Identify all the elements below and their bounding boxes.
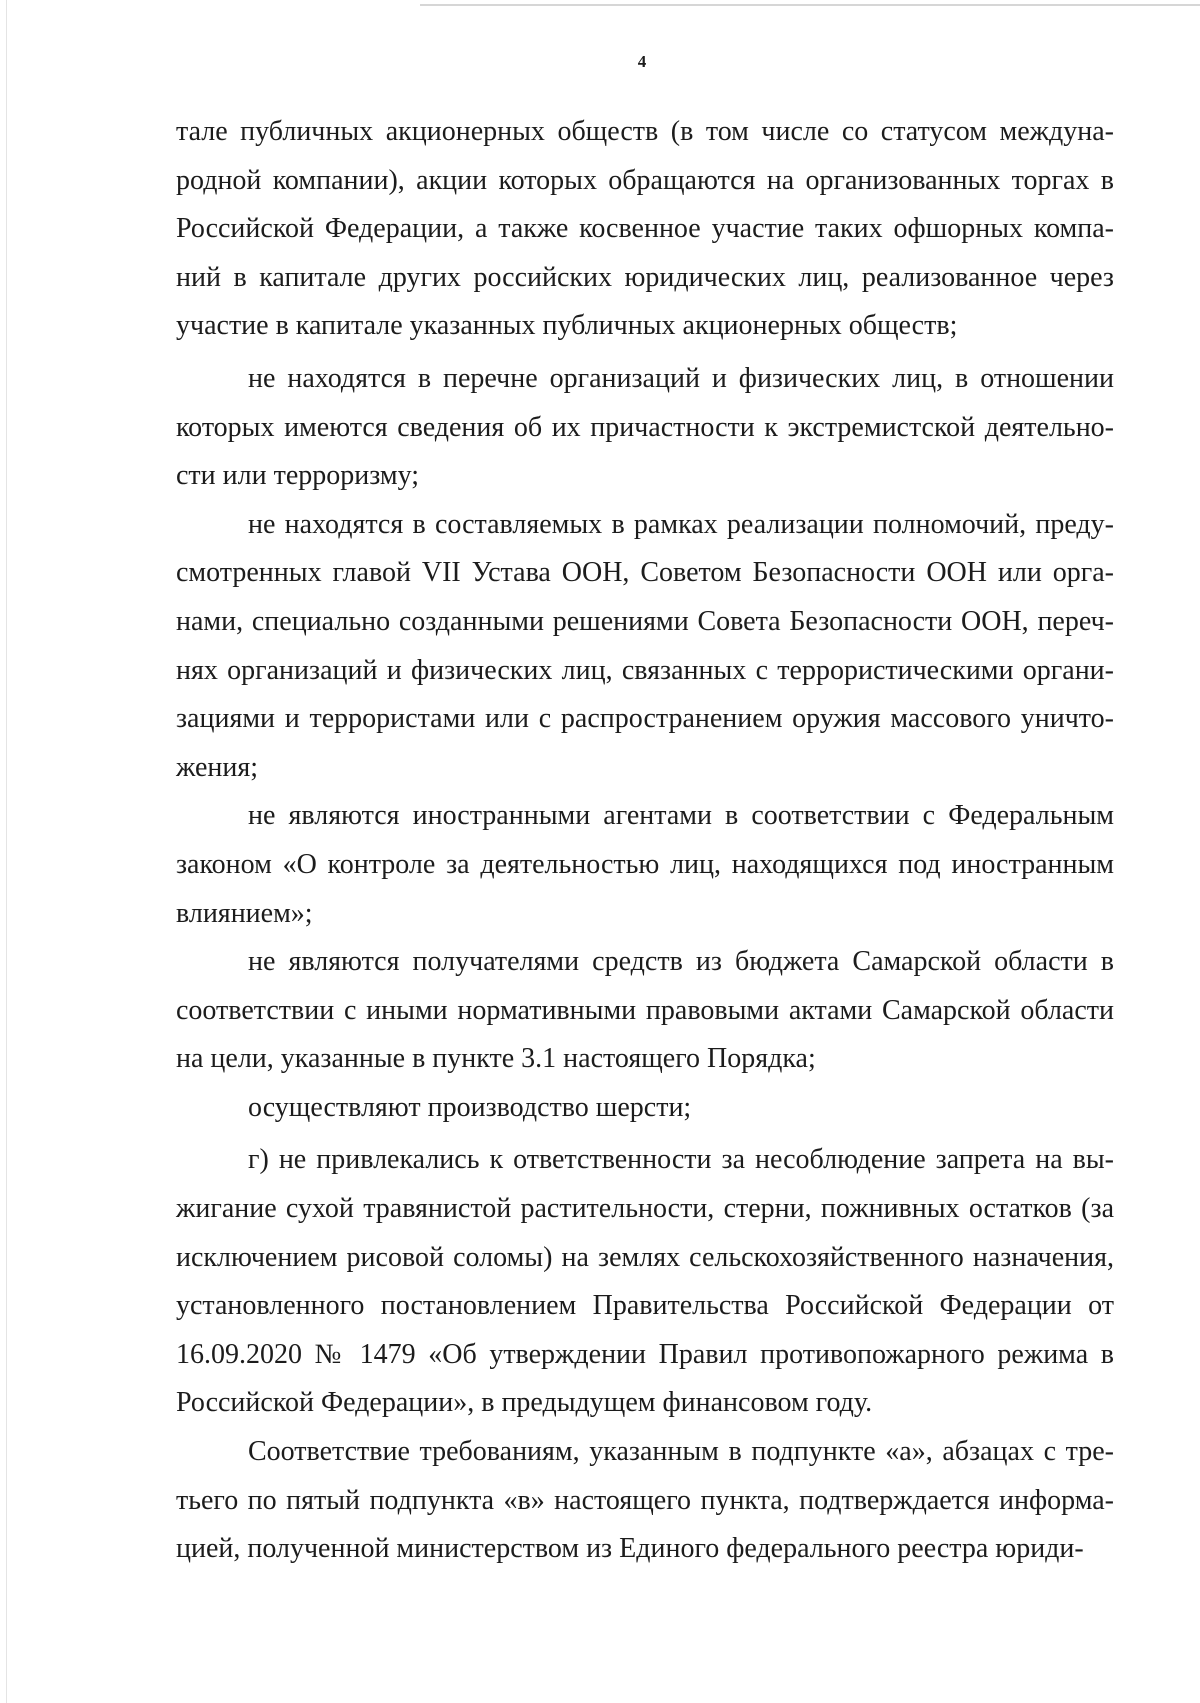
text-line: влиянием»;	[176, 897, 313, 929]
text-line: не находятся в перечне организаций и физических лиц, в отношении	[248, 362, 1114, 394]
text-line: 16.09.2020 № 1479 «Об утверждении Правил противопожарного режима в	[176, 1338, 1114, 1370]
page-number: 4	[637, 52, 647, 71]
text-line: Российской Федерации, а также косвенное участие таких офшорных компа-	[176, 213, 1114, 245]
paragraph	[176, 355, 1114, 501]
scan-edge-top	[420, 4, 1200, 6]
text-line: зациями и террористами или с распространением оружия массового уничто-	[176, 703, 1114, 735]
text-line: г) не привлекались к ответственности за несоблюдение запрета на вы-	[248, 1144, 1114, 1176]
text-line: не являются получателями средств из бюджета Самарской области в	[248, 946, 1114, 978]
text-line: ний в капитале других российских юридических лиц, реализованное через	[176, 261, 1114, 293]
scan-edge-left	[6, 0, 7, 1703]
text-line: соответствии с иными нормативными правовыми актами Самарской области	[176, 994, 1114, 1026]
document-body	[176, 108, 1114, 1574]
paragraph	[176, 501, 1114, 793]
paragraph	[176, 108, 1114, 351]
text-line: исключением рисовой соломы) на землях сельскохозяйственного назначения,	[176, 1241, 1114, 1273]
text-line: нами, специально созданными решениями Совета Безопасности ООН, переч-	[176, 605, 1114, 637]
paragraph	[176, 1084, 1114, 1133]
text-line: законом «О контроле за деятельностью лиц, находящихся под иностранным	[176, 848, 1114, 880]
text-line: жения;	[176, 751, 259, 783]
text-line: на цели, указанные в пункте 3.1 настоящего Порядка;	[176, 1043, 816, 1075]
text-line: не являются иностранными агентами в соответствии с Федеральным	[248, 800, 1114, 832]
text-line: тале публичных акционерных обществ (в том числе со статусом междуна-	[176, 116, 1114, 147]
text-line: сти или терроризму;	[176, 460, 420, 492]
paragraph	[176, 1136, 1114, 1428]
paragraph	[176, 1428, 1114, 1574]
text-line: смотренных главой VII Устава ООН, Советом Безопасности ООН или орга-	[176, 557, 1114, 589]
text-line: нях организаций и физических лиц, связанных с террористическими органи-	[176, 654, 1114, 686]
text-line: осуществляют производство шерсти;	[248, 1091, 692, 1123]
text-line: установленного постановлением Правительства Российской Федерации от	[176, 1290, 1114, 1322]
paragraph	[176, 792, 1114, 938]
text-line: цией, полученной министерством из Единого федерального реестра юриди-	[176, 1533, 1084, 1565]
text-line: Соответствие требованиям, указанным в подпункте «а», абзацах с тре-	[248, 1436, 1114, 1468]
text-line: не находятся в составляемых в рамках реализации полномочий, преду-	[248, 508, 1114, 540]
text-line: участие в капитале указанных публичных акционерных обществ;	[176, 310, 958, 342]
text-line: тьего по пятый подпункта «в» настоящего пункта, подтверждается информа-	[176, 1484, 1114, 1516]
text-line: родной компании), акции которых обращаются на организованных торгах в	[176, 164, 1114, 196]
text-line: жигание сухой травянистой растительности, стерни, пожнивных остатков (за	[176, 1193, 1114, 1225]
paragraph	[176, 938, 1114, 1084]
text-line: которых имеются сведения об их причастности к экстремистской деятельно-	[176, 411, 1114, 443]
text-line: Российской Федерации», в предыдущем финансовом году.	[176, 1387, 873, 1419]
